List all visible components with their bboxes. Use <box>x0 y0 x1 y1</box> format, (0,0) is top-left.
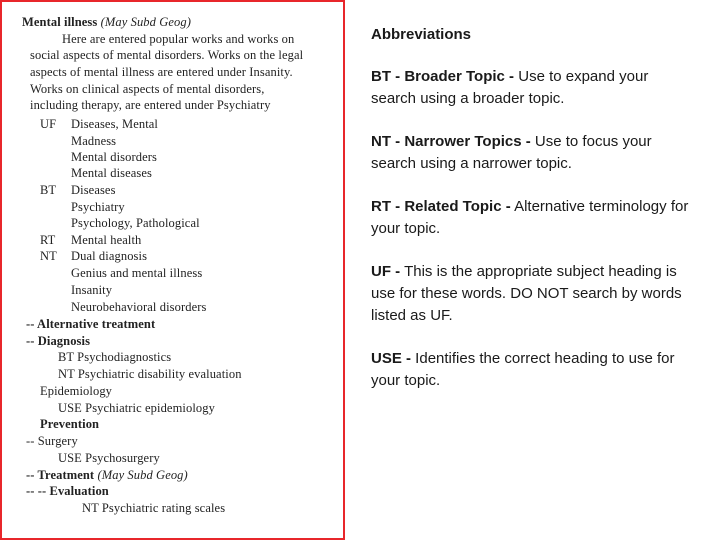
legend-term: NT - Narrower Topics - <box>371 133 531 150</box>
bt-term: Psychiatry <box>71 200 125 214</box>
uf-term: Diseases, Mental <box>71 117 158 131</box>
nt-label: NT <box>40 249 57 263</box>
subject-heading-excerpt <box>0 0 345 540</box>
legend-description: Use to expand your search using a broader topic. <box>371 68 649 107</box>
nt-term: Dual diagnosis <box>71 249 148 263</box>
legend-item-uf <box>371 261 691 327</box>
uf-term: Mental disorders <box>71 150 157 164</box>
bt-term: Psychology, Pathological <box>71 216 200 230</box>
evaluation-nt: NT Psychiatric rating scales <box>82 501 226 515</box>
scope-note-line: aspects of mental illness are entered under Insanity. <box>30 65 293 79</box>
uf-term: Mental diseases <box>71 166 152 180</box>
legend-term: USE - <box>371 350 412 367</box>
diagnosis-nt: NT Psychiatric disability evaluation <box>58 367 242 381</box>
legend-term: UF - <box>371 263 401 280</box>
legend-item-use <box>371 348 691 392</box>
scope-note-line: social aspects of mental disorders. Works on the legal <box>30 48 304 62</box>
subdivision-treatment: -- Treatment <box>26 468 95 482</box>
legend-term: BT - Broader Topic - <box>371 68 515 85</box>
scope-note-line: Here are entered popular works and works on <box>62 32 295 46</box>
legend-description: Identifies the correct heading to use for your topic. <box>371 350 675 389</box>
legend-description: Alternative terminology for your topic. <box>371 198 689 237</box>
nt-term: Neurobehavioral disorders <box>71 300 207 314</box>
scope-note-line: including therapy, are entered under Psychiatry <box>30 98 271 112</box>
epidemiology-use: USE Psychiatric epidemiology <box>58 401 215 415</box>
entry-title: Mental illness <box>22 15 98 29</box>
scope-note-line: Works on clinical aspects of mental disorders, <box>30 82 265 96</box>
nt-term: Insanity <box>71 283 113 297</box>
legend-term: RT - Related Topic - <box>371 198 511 215</box>
subdivision-diagnosis: -- Diagnosis <box>26 334 91 348</box>
abbreviations-heading: Abbreviations <box>371 26 472 43</box>
uf-term: Madness <box>71 134 117 148</box>
surgery-use: USE Psychosurgery <box>58 451 160 465</box>
subdivision-surgery: -- Surgery <box>26 434 78 448</box>
abbreviations-legend <box>371 24 691 413</box>
treatment-qualifier: (May Subd Geog) <box>97 468 188 482</box>
subdivision-epidemiology: Epidemiology <box>40 384 113 398</box>
legend-item-nt <box>371 131 691 175</box>
rt-term: Mental health <box>71 233 142 247</box>
subdivision-evaluation: -- -- Evaluation <box>26 484 109 498</box>
legend-description: This is the appropriate subject heading is use for these words. DO NOT search by words listed as UF. <box>371 263 682 324</box>
subdivision-prevention: Prevention <box>40 417 100 431</box>
diagnosis-bt: BT Psychodiagnostics <box>58 350 172 364</box>
legend-item-bt <box>371 66 691 110</box>
entry-title-qualifier: (May Subd Geog) <box>100 15 191 29</box>
rt-label: RT <box>40 233 56 247</box>
entry-title-line <box>22 15 191 29</box>
bt-term: Diseases <box>71 183 116 197</box>
subdivision-alt-treatment: -- Alternative treatment <box>26 317 156 331</box>
subdivision-treatment-line <box>26 468 188 482</box>
uf-label: UF <box>40 117 57 131</box>
legend-description: Use to focus your search using a narrower topic. <box>371 133 652 172</box>
nt-term: Genius and mental illness <box>71 266 203 280</box>
bt-label: BT <box>40 183 57 197</box>
legend-item-rt <box>371 196 691 240</box>
